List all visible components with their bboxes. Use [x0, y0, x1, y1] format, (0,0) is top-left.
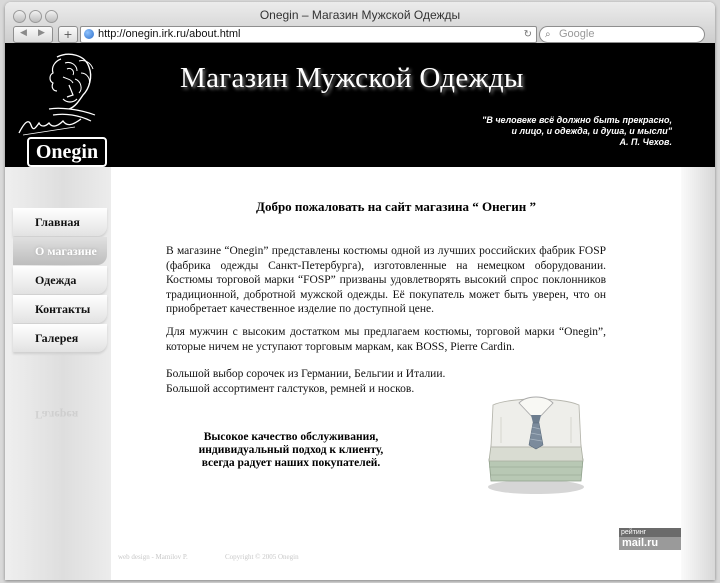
site-header	[5, 43, 715, 167]
slogan-line-3: всегда радует наших покупателей.	[201, 457, 381, 469]
history-buttons	[13, 26, 53, 43]
nav-item-label: Галерея	[35, 331, 79, 345]
add-bookmark-button[interactable]: +	[58, 26, 78, 43]
window-title: Onegin – Магазин Мужской Одежды	[259, 8, 461, 22]
welcome-heading: Добро пожаловать на сайт магазина “ Онегин ”	[256, 199, 536, 214]
quote-line-1: "В человеке всё должно быть прекрасно,	[482, 115, 672, 125]
right-gutter	[681, 167, 715, 580]
slogan-line-1: Высокое качество обслуживания,	[203, 431, 379, 443]
search-placeholder[interactable]: Google	[559, 28, 595, 40]
forward-icon[interactable]: ▶	[38, 28, 45, 38]
nav-item-gallery[interactable]	[13, 324, 107, 352]
url-text[interactable]: http://onegin.irk.ru/about.html	[98, 28, 241, 40]
nav-item-home[interactable]	[13, 208, 107, 236]
accessories-line: Большой ассортимент галстуков, ремней и носков.	[166, 382, 415, 395]
search-field[interactable]	[539, 26, 705, 43]
reload-icon[interactable]: ↻	[523, 29, 532, 40]
back-icon[interactable]: ◀	[20, 28, 27, 38]
search-icon: ⌕	[545, 29, 551, 40]
browser-window	[5, 2, 715, 580]
logo-text: Onegin	[35, 141, 99, 163]
paragraph-onegin-brand: Для мужчин с высоким достатком мы предлагаем костюмы, торговой марки “Onegin”, которые ничем не уступают торговым маркам, как BOSS, Pierre Cardin.	[166, 326, 606, 353]
service-slogan	[181, 431, 401, 470]
main-content	[111, 167, 681, 580]
mail-ru-rating-badge[interactable]	[619, 528, 681, 550]
shirts-line: Большой выбор сорочек из Германии, Бельгии и Италии.	[166, 368, 446, 380]
nav-item-label: Одежда	[35, 273, 77, 287]
site-footer	[5, 550, 715, 580]
badge-bottom-text: mail.ru	[619, 537, 681, 550]
badge-top-text: рейтинг	[619, 528, 681, 537]
folded-shirts-image	[481, 387, 591, 497]
quote-author: А. П. Чехов.	[619, 137, 672, 147]
nav-item-label: О магазине	[35, 244, 97, 258]
chekhov-quote	[412, 115, 672, 148]
browser-titlebar	[5, 2, 715, 49]
design-credit: web design - Mamilov P.	[118, 553, 188, 561]
site-logo[interactable]	[27, 137, 107, 167]
quote-line-2: и лицо, и одежда, и душа, и мысли"	[511, 126, 672, 136]
slogan-line-2: индивидуальный подход к клиенту,	[198, 444, 384, 456]
signature-graphic	[15, 115, 85, 139]
nav-item-label: Контакты	[35, 302, 91, 316]
nav-item-about[interactable]	[13, 237, 107, 265]
menu-reflection: Галерея	[35, 408, 79, 422]
nav-item-label: Главная	[35, 215, 80, 229]
paragraph-fosp: В магазине “Onegin” представлены костюмы одной из лучших российских фабрик FOSP (фабрика одежды Санкт-Петербурга), изготовленные на немецком оборудовании. Костюмы торговой марки “FOSP” призваны удовлетворять высокий спрос поклонников традиционной, добротной мужской одежды. Её покупатель может быть уверен, что он приобретает качественное изделие по доступной цене.	[166, 245, 606, 315]
address-bar[interactable]	[80, 26, 537, 43]
nav-item-clothing[interactable]	[13, 266, 107, 294]
copyright-text: Copyright © 2005 Onegin	[225, 553, 299, 561]
globe-icon	[84, 29, 94, 39]
site-title: Магазин Мужской Одежды	[180, 62, 524, 94]
nav-item-contacts[interactable]	[13, 295, 107, 323]
